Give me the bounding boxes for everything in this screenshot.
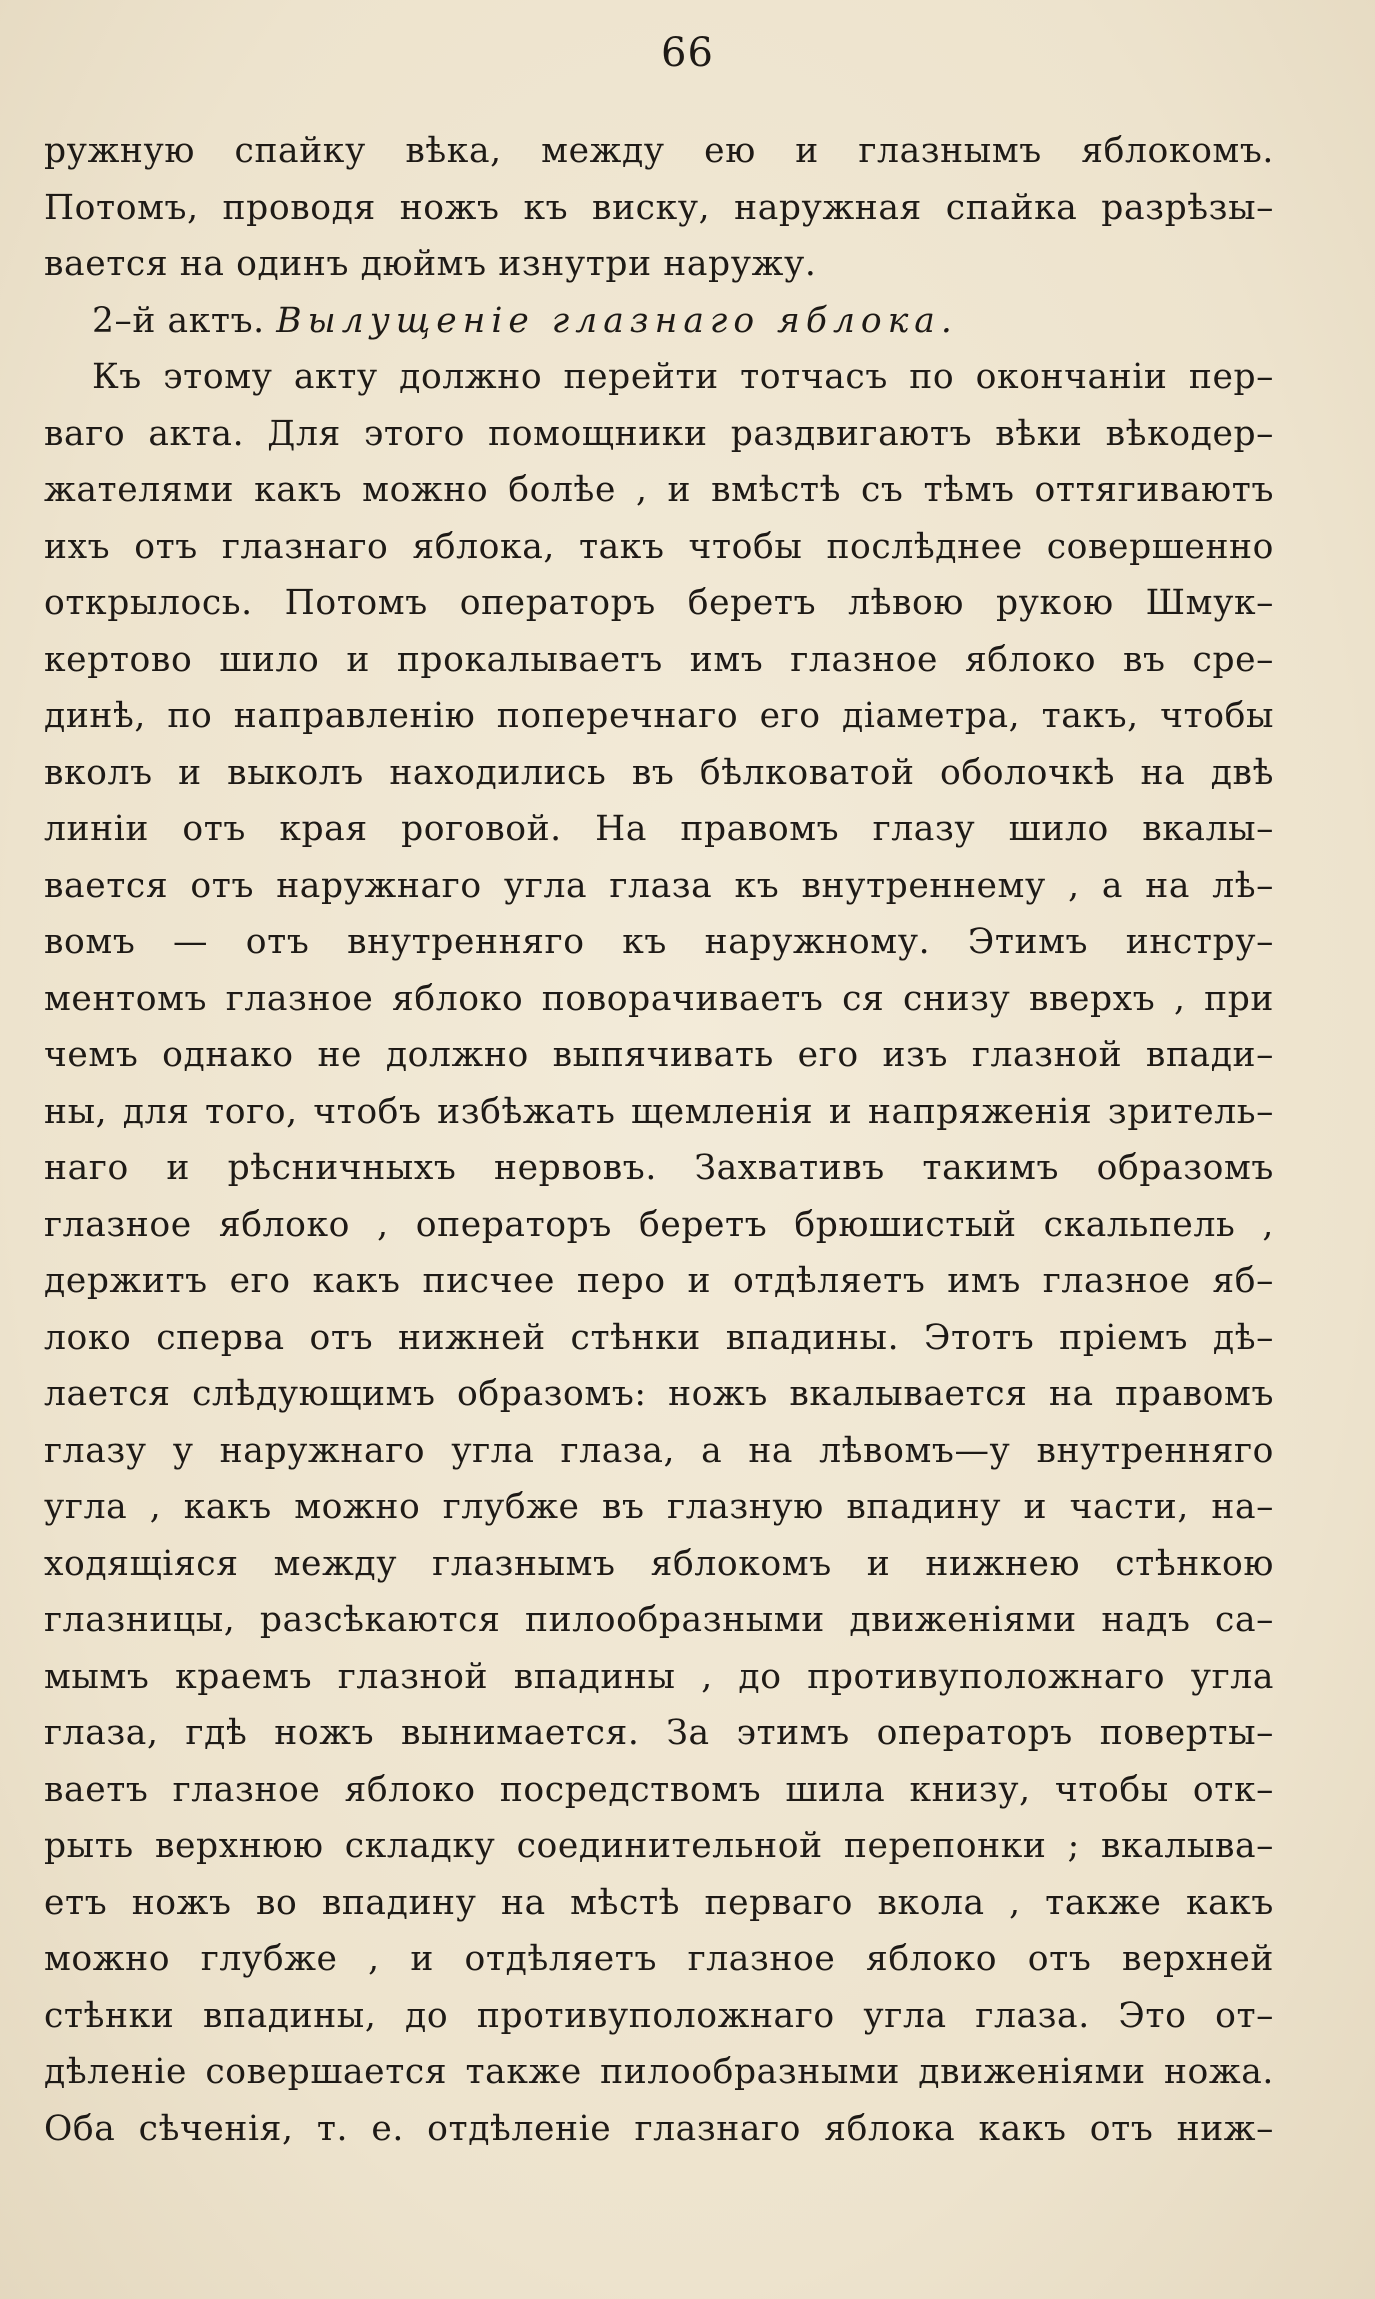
act-heading-label: 2–й актъ.: [92, 300, 265, 341]
text-line: ружную спайку вѣка, между ею и глазнымъ яблокомъ.: [44, 131, 1274, 171]
text-line: ны, для того, чтобъ избѣжать щемленiя и напряженiя зритель–: [44, 1091, 1274, 1132]
text-line: глазное яблоко , операторъ беретъ брюшистый скальпель ,: [44, 1204, 1274, 1245]
text-line: чемъ однако не должно выпячивать его изъ глазной впади–: [44, 1035, 1274, 1075]
text-line: вается на одинъ дюймъ изнутри наружу.: [44, 244, 817, 284]
text-line: ходящiяся между глазнымъ яблокомъ и нижнею стѣнкою: [44, 1543, 1274, 1584]
text-line: жателями какъ можно болѣе , и вмѣстѣ съ тѣмъ оттягиваютъ: [44, 470, 1274, 510]
text-line: наго и рѣсничныхъ нервовъ. Захвативъ такимъ образомъ: [44, 1148, 1274, 1188]
text-line: глаза, гдѣ ножъ вынимается. За этимъ операторъ поверты–: [44, 1713, 1274, 1753]
text-line: дѣленiе совершается также пилообразными движенiями ножа.: [44, 2052, 1274, 2092]
text-line: Потомъ, проводя ножъ къ виску, наружная спайка разрѣзы–: [44, 187, 1274, 228]
text-line: динѣ, по направленiю поперечнаго его дiаметра, такъ, чтобы: [44, 696, 1274, 736]
text-line: ваетъ глазное яблоко посредствомъ шила книзу, чтобы отк–: [44, 1769, 1274, 1810]
text-line: глазу у наружнаго угла глаза, а на лѣвомъ—у внутренняго: [44, 1430, 1274, 1471]
text-line: вается отъ наружнаго угла глаза къ внутреннему , а на лѣ–: [44, 865, 1274, 906]
page-number: 66: [661, 30, 714, 76]
text-line: мымъ краемъ глазной впадины , до противуположнаго угла: [44, 1656, 1274, 1697]
text-line: ваго акта. Для этого помощники раздвигаютъ вѣки вѣкодер–: [44, 413, 1274, 454]
text-line: лается слѣдующимъ образомъ: ножъ вкалывается на правомъ: [44, 1374, 1274, 1414]
text-line: можно глубже , и отдѣляетъ глазное яблоко отъ верхней: [44, 1939, 1274, 1979]
text-line: стѣнки впадины, до противуположнаго угла глаза. Это от–: [44, 1995, 1274, 2036]
text-line: Оба сѣченiя, т. е. отдѣленiе глазнаго яблока какъ отъ ниж–: [44, 2108, 1274, 2149]
text-line: угла , какъ можно глубже въ глазную впадину и части, на–: [44, 1487, 1274, 1527]
text-line: вколъ и выколъ находились въ бѣлковатой оболочкѣ на двѣ: [44, 752, 1274, 793]
text-line: вомъ — отъ внутренняго къ наружному. Этимъ инстру–: [44, 922, 1274, 962]
text-line: открылось. Потомъ операторъ беретъ лѣвою рукою Шмук–: [44, 583, 1274, 623]
text-line: етъ ножъ во впадину на мѣстѣ перваго вкола , также какъ: [44, 1882, 1274, 1923]
text-line: держитъ его какъ писчее перо и отдѣляетъ имъ глазное яб–: [44, 1261, 1274, 1301]
text-line: Къ этому акту должно перейти тотчасъ по окончанiи пер–: [92, 357, 1274, 397]
body-text: [44, 123, 1274, 2157]
text-line: ихъ отъ глазнаго яблока, такъ чтобы послѣднее совершенно: [44, 526, 1274, 567]
text-line: глазницы, разсѣкаются пилообразными движенiями надъ са–: [44, 1600, 1274, 1640]
text-line: ментомъ глазное яблоко поворачиваетъ ся снизу вверхъ , при: [44, 978, 1274, 1019]
act-heading-title: Вылущенiе глазнаго яблока.: [276, 300, 958, 341]
text-line: кертово шило и прокалываетъ имъ глазное яблоко въ сре–: [44, 639, 1274, 680]
text-line: рыть верхнюю складку соединительной перепонки ; вкалыва–: [44, 1826, 1274, 1866]
act-heading: [44, 293, 1274, 350]
text-line: локо сперва отъ нижней стѣнки впадины. Этотъ прiемъ дѣ–: [44, 1317, 1274, 1358]
text-line: линiи отъ края роговой. На правомъ глазу шило вкалы–: [44, 809, 1274, 849]
